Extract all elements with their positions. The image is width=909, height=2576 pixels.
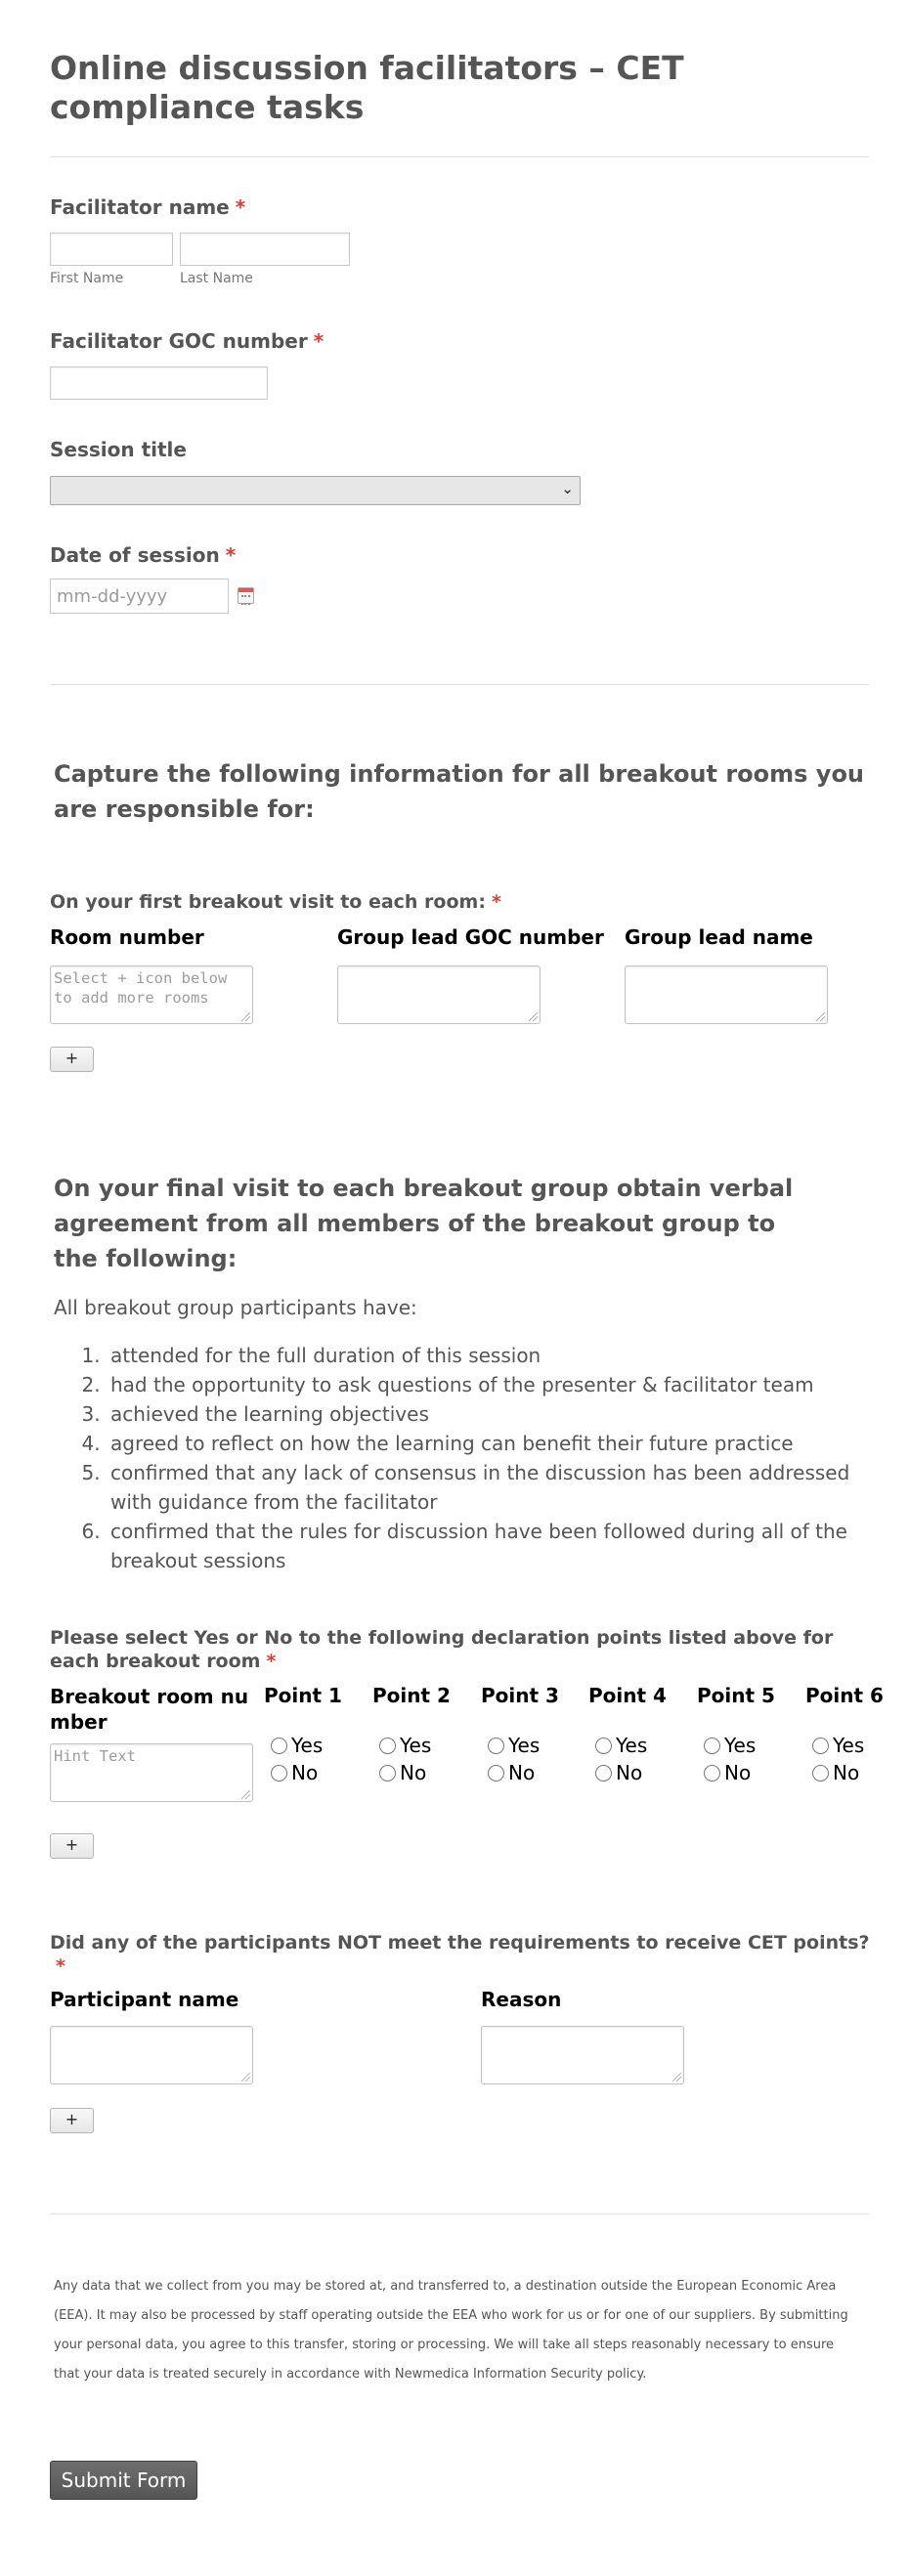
radio-button[interactable] — [812, 1738, 829, 1754]
breakout-room-textarea[interactable] — [50, 1743, 253, 1802]
resize-handle-icon[interactable] — [241, 1012, 250, 1021]
first-name-input[interactable] — [50, 233, 173, 266]
reason-textarea[interactable] — [481, 2026, 684, 2084]
radio-button[interactable] — [704, 1765, 720, 1782]
radio-button[interactable] — [704, 1738, 720, 1754]
resize-handle-icon[interactable] — [241, 1790, 250, 1799]
calendar-icon[interactable] — [238, 587, 254, 604]
participant-name-header: Participant name — [50, 1988, 239, 2011]
required-mark: * — [225, 543, 237, 567]
resize-handle-icon[interactable] — [672, 2073, 681, 2082]
session-title-select[interactable] — [50, 476, 581, 505]
add-room-button[interactable]: + — [50, 1047, 94, 1072]
point-3-no-option[interactable]: No — [488, 1761, 535, 1784]
date-placeholder: mm-dd-yyyy — [57, 586, 168, 607]
first-name-sublabel: First Name — [50, 271, 124, 286]
point-3-header: Point 3 — [481, 1684, 559, 1707]
point-4-header: Point 4 — [588, 1684, 667, 1707]
point-2-header: Point 2 — [372, 1684, 451, 1707]
goc-number-input[interactable] — [50, 366, 268, 400]
radio-button[interactable] — [488, 1765, 504, 1782]
declaration-label: Please select Yes or No to the following declaration points listed above for each breakout room * — [50, 1627, 834, 1672]
submit-button[interactable]: Submit Form — [50, 2461, 197, 2500]
radio-button[interactable] — [595, 1738, 612, 1754]
breakout-room-placeholder: Hint Text — [54, 1747, 136, 1765]
add-participant-button[interactable]: + — [50, 2108, 94, 2133]
list-item: 5. confirmed that any lack of consensus in the discussion has been addressed with guidance from the facilitator — [107, 1458, 868, 1517]
radio-button[interactable] — [271, 1765, 287, 1782]
participant-name-textarea[interactable] — [50, 2026, 253, 2084]
radio-button[interactable] — [595, 1765, 612, 1782]
radio-button[interactable] — [271, 1738, 287, 1754]
first-visit-label: On your first breakout visit to each room: * — [50, 891, 501, 913]
list-item: 2. had the opportunity to ask questions of the presenter & facilitator team — [107, 1370, 868, 1399]
group-lead-name-header: Group lead name — [625, 925, 813, 949]
notice-divider — [50, 2213, 869, 2214]
session-title-label: Session title — [50, 438, 187, 461]
last-name-input[interactable] — [180, 233, 350, 266]
radio-button[interactable] — [812, 1765, 829, 1782]
point-5-header: Point 5 — [697, 1684, 775, 1707]
point-3-yes-option[interactable]: Yes — [488, 1734, 540, 1757]
cet-points-label: Did any of the participants NOT meet the requirements to receive CET points? * — [50, 1932, 870, 1977]
required-mark: * — [491, 891, 501, 913]
agreement-list — [81, 1341, 868, 1575]
point-4-no-option[interactable]: No — [595, 1761, 642, 1784]
point-5-yes-option[interactable]: Yes — [704, 1734, 756, 1757]
group-lead-goc-header: Group lead GOC number — [337, 925, 604, 949]
point-6-header: Point 6 — [805, 1684, 884, 1707]
room-number-placeholder: Select + icon below to add more rooms — [54, 969, 228, 1007]
point-6-no-option[interactable]: No — [812, 1761, 859, 1784]
final-visit-heading: On your final visit to each breakout group obtain verbal agreement from all members of the breakout group to the following: — [54, 1175, 794, 1272]
point-4-yes-option[interactable]: Yes — [595, 1734, 647, 1757]
point-1-header: Point 1 — [264, 1684, 342, 1707]
add-breakout-room-button[interactable]: + — [50, 1833, 94, 1859]
resize-handle-icon[interactable] — [816, 1012, 825, 1021]
resize-handle-icon[interactable] — [241, 2073, 250, 2082]
required-mark: * — [56, 1955, 65, 1977]
facilitator-name-label: Facilitator name * — [50, 195, 246, 219]
point-2-yes-option[interactable]: Yes — [379, 1734, 431, 1757]
room-number-header: Room number — [50, 925, 204, 949]
chevron-down-icon: ⌄ — [561, 480, 574, 497]
point-6-yes-option[interactable]: Yes — [812, 1734, 864, 1757]
breakout-capture-heading: Capture the following information for all breakout rooms you are responsible for: — [54, 760, 865, 823]
reason-header: Reason — [481, 1988, 562, 2011]
date-input[interactable] — [50, 579, 229, 614]
list-item: 4. agreed to reflect on how the learning can benefit their future practice — [107, 1429, 868, 1458]
point-1-no-option[interactable]: No — [271, 1761, 318, 1784]
section-divider — [50, 684, 869, 685]
page-title: Online discussion facilitators – CET compliance tasks — [50, 49, 684, 126]
breakout-room-number-header: Breakout room nu mber — [50, 1685, 249, 1734]
group-lead-name-textarea[interactable] — [625, 966, 828, 1024]
resize-handle-icon[interactable] — [529, 1012, 538, 1021]
list-item: 3. achieved the learning objectives — [107, 1399, 868, 1429]
final-visit-intro: All breakout group participants have: — [54, 1296, 417, 1319]
list-item: 6. confirmed that the rules for discussion have been followed during all of the breakout sessions — [107, 1517, 868, 1575]
list-item: 1. attended for the full duration of this session — [107, 1341, 868, 1370]
last-name-sublabel: Last Name — [180, 271, 253, 286]
point-1-yes-option[interactable]: Yes — [271, 1734, 323, 1757]
goc-number-label: Facilitator GOC number * — [50, 329, 325, 353]
required-mark: * — [235, 195, 246, 219]
title-divider — [50, 156, 869, 157]
date-of-session-label: Date of session * — [50, 543, 237, 567]
radio-button[interactable] — [379, 1738, 396, 1754]
point-2-no-option[interactable]: No — [379, 1761, 426, 1784]
group-lead-goc-textarea[interactable] — [337, 966, 541, 1024]
required-mark: * — [266, 1651, 277, 1672]
required-mark: * — [313, 329, 325, 353]
radio-button[interactable] — [379, 1765, 396, 1782]
point-5-no-option[interactable]: No — [704, 1761, 751, 1784]
room-number-textarea[interactable] — [50, 966, 253, 1024]
radio-button[interactable] — [488, 1738, 504, 1754]
data-privacy-notice: Any data that we collect from you may be stored at, and transferred to, a destination outside the European Economic Area (EEA). It may also be processed by staff operating outside the EEA who work for us or for one of our suppliers. By submitting your personal data, you agree to this transfer, storing or processing. We will take all steps reasonably necessary to ensure that your data is treated securely in accordance with Newmedica Information Security policy. — [54, 2279, 848, 2382]
